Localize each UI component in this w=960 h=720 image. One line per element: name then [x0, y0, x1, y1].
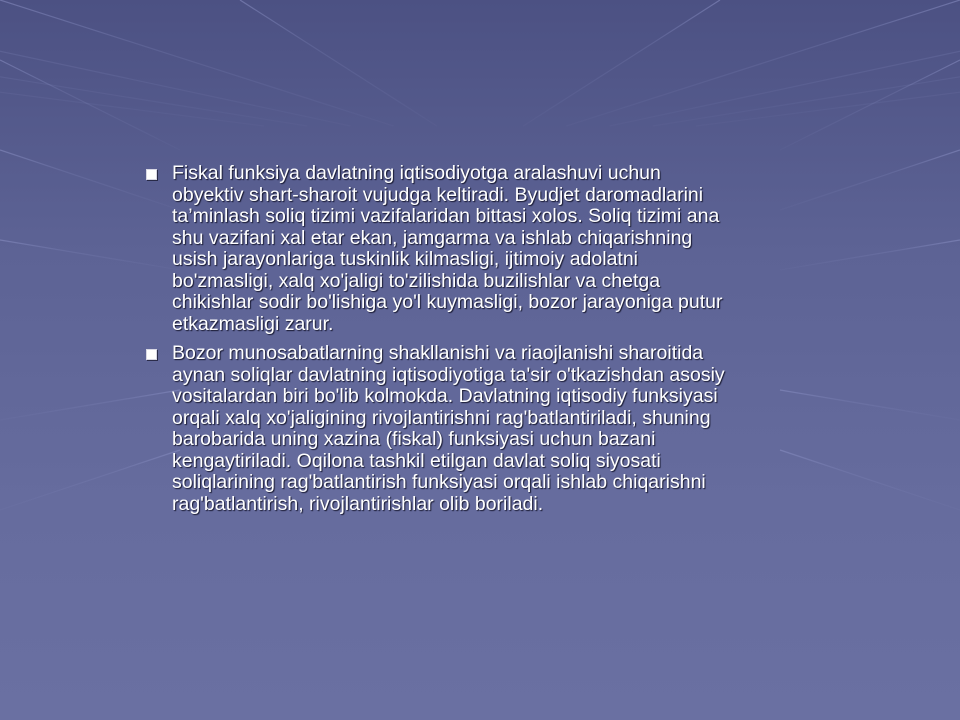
grid-line: [0, 0, 264, 126]
grid-line: [566, 0, 960, 126]
grid-line: [0, 0, 394, 126]
grid-line: [240, 0, 437, 126]
square-bullet-icon: [146, 349, 157, 360]
grid-line: [696, 0, 960, 126]
grid-line: [780, 60, 960, 150]
grid-line: [610, 0, 960, 126]
grid-line: [523, 0, 720, 126]
bullet-text: Fiskal funksiya davlatning iqtisodiyotga aralashuvi uchun obyektiv shart-sharoit vujudga keltiradi. Byudjet daromadlarini ta’minlash soliq tizimi vazifalaridan bittasi xolos. Soliq tizimi ana shu vazifani xal etar ekan, jamgarma va ishlab chiqarishning usish jarayonlariga tuskinlik kilmasligi, ijtimoiy adolatni bo'zmasligi, xalq xo'jaligi to'zilishida buzilishlar va chetga chikishlar sodir bo'lishiga yo'l kuymasligi, bozor jarayoniga putur etkazmasligi zarur.: [172, 162, 723, 335]
list-item: [146, 343, 866, 515]
grid-line: [0, 60, 180, 150]
bullet-list: [146, 163, 866, 523]
square-bullet-icon: [146, 169, 157, 180]
bullet-text: Bozor munosabatlarning shakllanishi va riaojlanishi sharoitida aynan soliqlar davlatning iqtisodiyotiga ta'sir o'tkazishdan asosiy vositalardan biri bo'lib kolmokda. Davlatning iqtisodiy funksiyasi orqali xalq xo'jaligining rivojlantirishni rag'batlantiriladi, shuning barobarida uning xazina (fiskal) funksiyasi uchun bazani kengaytiriladi. Oqilona tashkil etilgan davlat soliq siyosati soliqlarining rag'batlantirish funksiyasi orqali ishlab chiqarishni rag'batlantirish, rivojlantirishlar olib boriladi.: [172, 342, 725, 515]
list-item: [146, 163, 866, 335]
grid-line: [0, 0, 350, 126]
